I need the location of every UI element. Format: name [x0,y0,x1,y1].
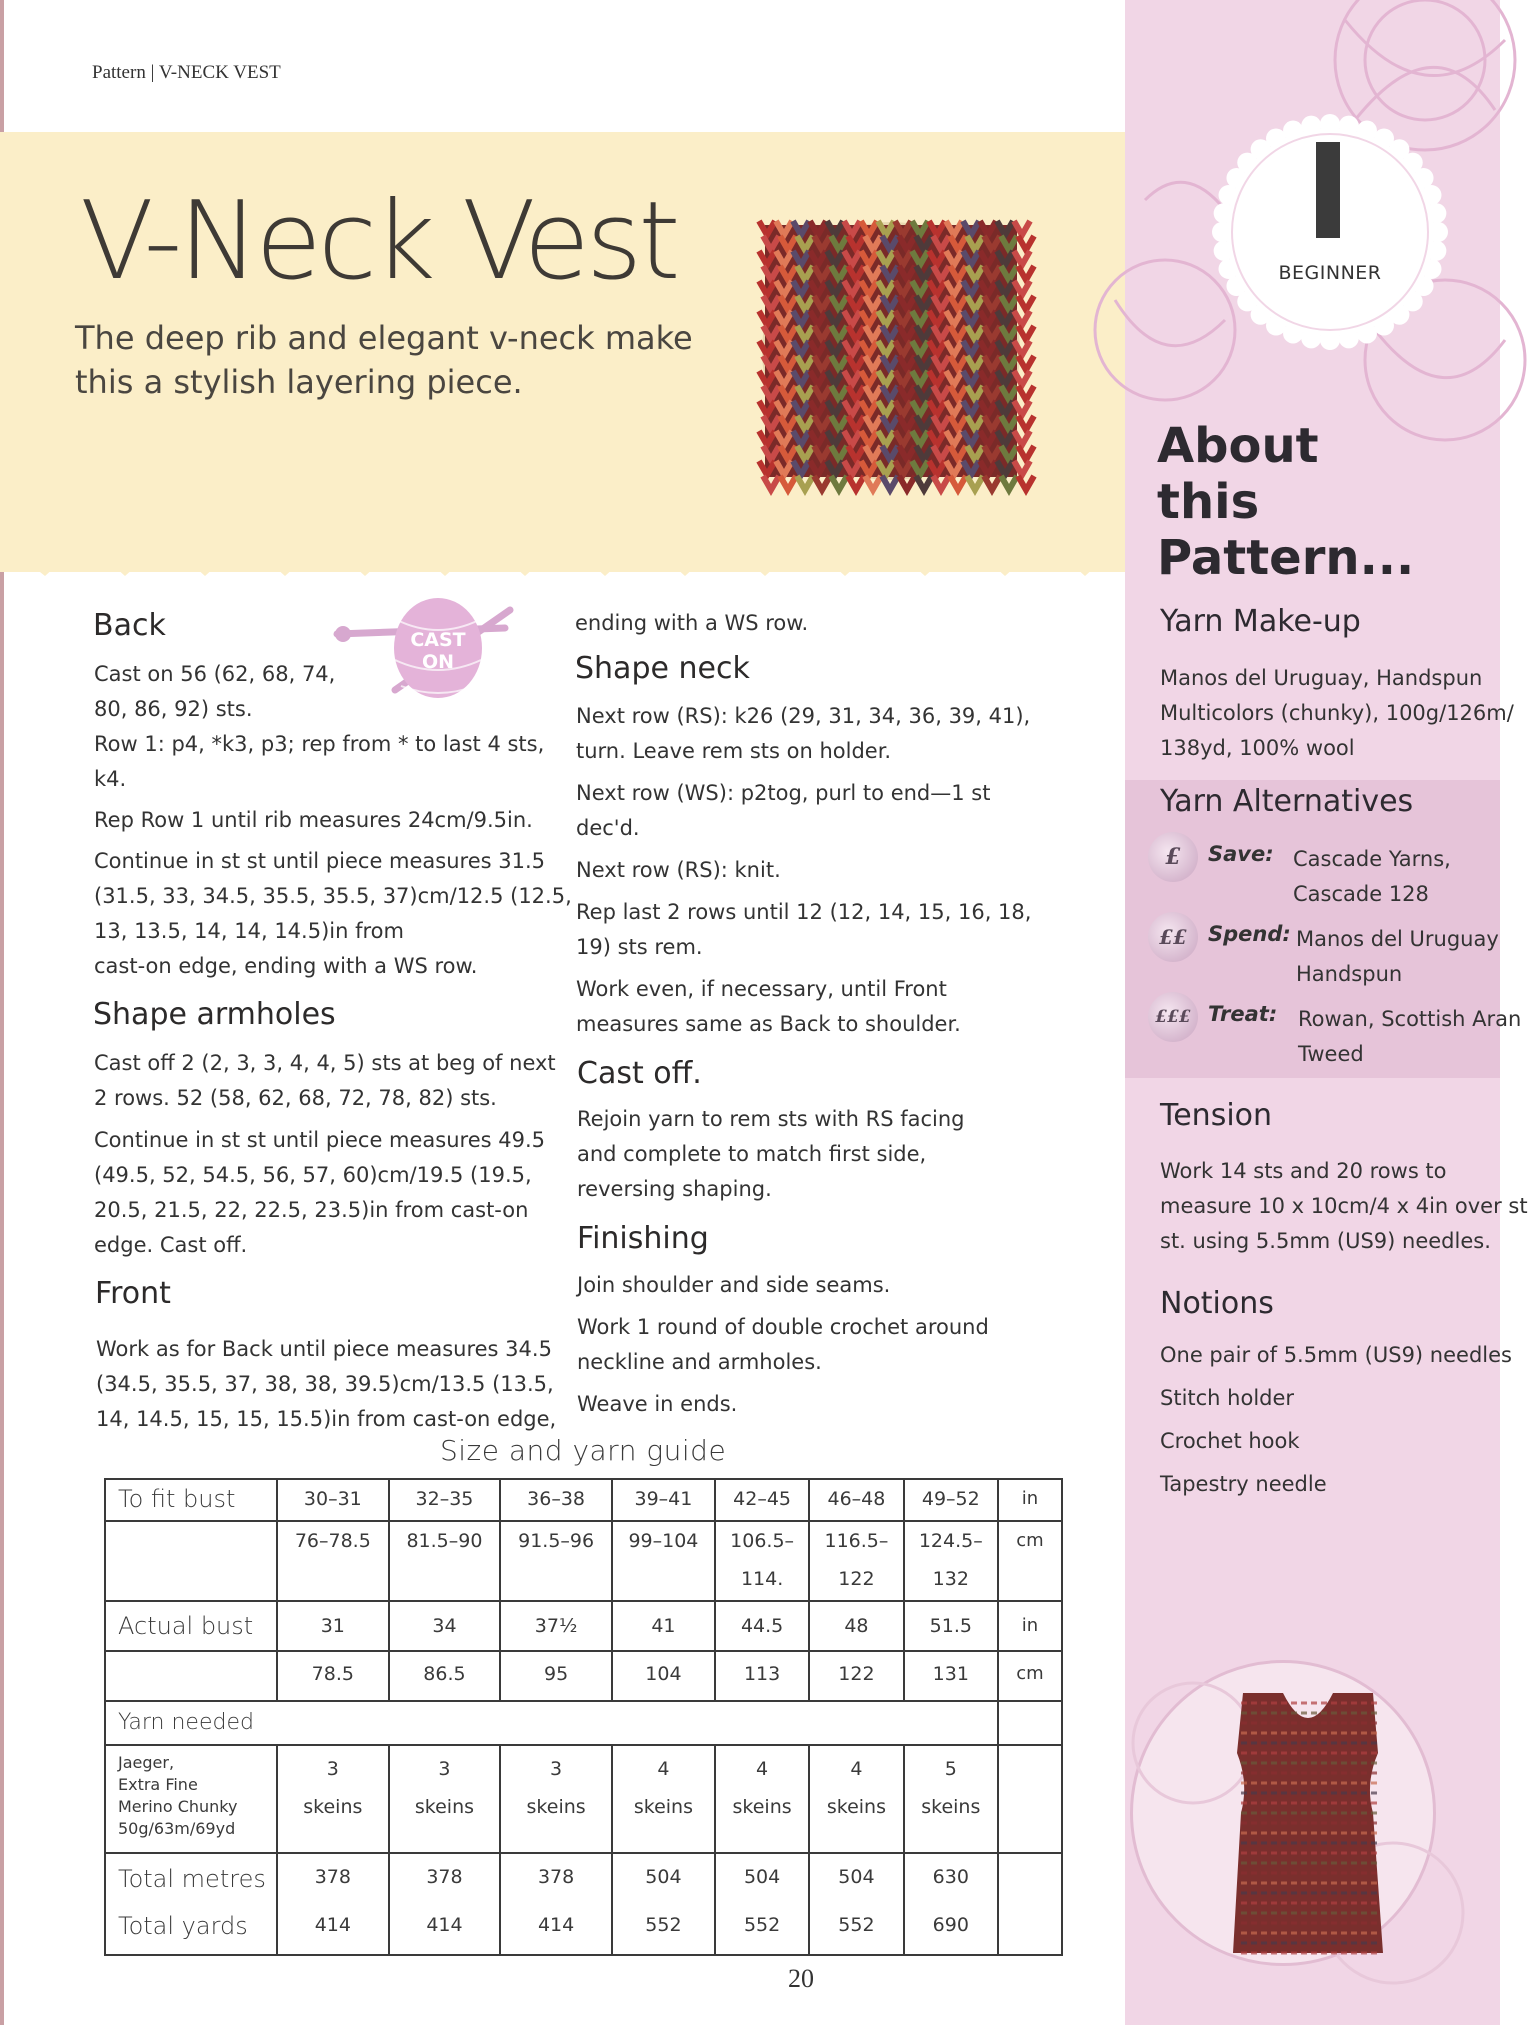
table-row [105,1521,1062,1601]
cell-line: 99–104 [628,1530,699,1552]
table-cell: 86.5 [389,1651,501,1701]
unit-cell: cm [998,1521,1062,1601]
cell-line: 4 [756,1758,769,1780]
table-cell: 44.5 [715,1601,809,1651]
table-cell: 48 [809,1601,903,1651]
text-line: Cascade 128 [1293,882,1429,906]
table-cell: 39–41 [612,1479,715,1521]
text-line: Work as for Back until piece measures 34.5 [96,1337,552,1361]
level-number: 1 [1330,362,1331,363]
text-line: Work even, if necessary, until Front [576,977,947,1001]
unit-cell: in [998,1479,1062,1521]
cell-line: 124.5– [918,1530,983,1552]
table-cell [389,1521,501,1601]
table-row [105,1853,1062,1904]
table-cell: 95 [500,1651,612,1701]
cell-line: 114. [740,1568,784,1590]
list-item: Crochet hook [1160,1429,1300,1453]
row-label: Total metres [105,1853,277,1904]
table-cell: 34 [389,1601,501,1651]
yarn-alternatives-heading: Yarn Alternatives [1160,784,1414,819]
text-line: Join shoulder and side seams. [577,1273,891,1297]
running-header [92,62,281,84]
table-row [105,1701,1062,1745]
text-line: 138yd, 100% wool [1160,736,1355,760]
finishing-heading: Finishing [577,1221,709,1256]
text-line: 14, 14.5, 15, 15, 15.5)in from cast-on edge, [96,1407,557,1431]
knit-swatch-photo [762,222,1020,480]
list-item: One pair of 5.5mm (US9) needles [1160,1343,1512,1367]
alternative-key: Spend: [1208,922,1291,946]
stamp-word-on: ON [421,651,455,673]
about-heading [1157,418,1500,586]
table-row [105,1601,1062,1651]
yarn-name-cell [105,1745,277,1853]
alternative-key: Save: [1208,842,1274,866]
text-line: Multicolors (chunky), 100g/126m/ [1160,701,1514,725]
unit-cell: in [998,1601,1062,1651]
text-line: (34.5, 35.5, 37, 38, 38, 39.5)cm/13.5 (13.5, [96,1372,554,1396]
shape-armholes-heading: Shape armholes [93,997,336,1032]
text-line: and complete to match first side, [577,1142,927,1166]
text-line: 2 rows. 52 (58, 62, 68, 72, 78, 82) sts. [94,1086,497,1110]
unit-cell [998,1701,1062,1745]
unit-cell: cm [998,1651,1062,1701]
cell-line: skeins [732,1796,792,1818]
table-cell: 630 [904,1853,998,1904]
table-cell [277,1521,389,1601]
table-cell [904,1745,998,1853]
stamp-word-cast: CAST [410,629,466,651]
table-cell [809,1521,903,1601]
text-line: Next row (WS): p2tog, purl to end—1 st [576,781,991,805]
text-line: Weave in ends. [577,1392,738,1416]
row-label: To fit bust [105,1479,277,1521]
table-cell [904,1521,998,1601]
table-cell: 414 [500,1904,612,1955]
text-line: Rejoin yarn to rem sts with RS facing [577,1107,965,1131]
cell-line: 91.5–96 [518,1530,595,1552]
table-cell [715,1521,809,1601]
page-number: 20 [788,1964,814,1993]
table-cell: 504 [612,1853,715,1904]
text-line: measure 10 x 10cm/4 x 4in over st [1160,1194,1528,1218]
text-line: 19) sts rem. [576,935,703,959]
cell-line: Jaeger, [118,1753,175,1772]
text-line: cast-on edge, ending with a WS row. [94,954,478,978]
double-pound-icon: ££ [1148,912,1198,962]
page-subtitle [75,316,695,404]
unit-cell [998,1745,1062,1853]
text-line: 80, 86, 92) sts. [94,697,253,721]
text-line: Continue in st st until piece measures 49.5 [94,1128,546,1152]
yarn-makeup-heading: Yarn Make-up [1160,604,1361,639]
cast-off-heading: Cast off. [577,1056,702,1091]
level-label: BEGINNER [1278,262,1382,284]
text-line: Handspun [1296,962,1403,986]
table-cell: 552 [612,1904,715,1955]
table-cell: 378 [277,1853,389,1904]
header-pattern-name: V-NECK VEST [158,62,281,83]
text-line: Rep Row 1 until rib measures 24cm/9.5in. [94,808,533,832]
table-cell: 49–52 [904,1479,998,1521]
text-line: (49.5, 52, 54.5, 56, 57, 60)cm/19.5 (19.5, [94,1163,532,1187]
cell-line: 4 [657,1758,670,1780]
unit-cell [998,1904,1062,1955]
table-cell: 552 [809,1904,903,1955]
cell-line: 3 [438,1758,451,1780]
cell-line: 116.5– [824,1530,889,1552]
cast-off-text [577,1102,965,1207]
table-cell: 36–38 [500,1479,612,1521]
vest-illustration [1133,1663,1433,1963]
table-cell: 78.5 [277,1651,389,1701]
neck-intro: ending with a WS row. [575,611,809,635]
text-line: Next row (RS): k26 (29, 31, 34, 36, 39, 41), [576,704,1031,728]
row-label [105,1521,277,1601]
subtitle-line: this a stylish layering piece. [75,363,523,401]
alternative-key: Treat: [1208,1002,1278,1026]
size-guide-caption: Size and yarn guide [440,1434,727,1467]
cell-line: skeins [921,1796,981,1818]
text-line: Work 14 sts and 20 rows to [1160,1159,1447,1183]
page-title: V-Neck Vest [80,179,677,304]
back-heading: Back [93,608,166,643]
table-cell: 30–31 [277,1479,389,1521]
cell-line: 122 [838,1568,875,1590]
table-cell: 122 [809,1651,903,1701]
table-row [105,1745,1062,1853]
cell-line: skeins [826,1796,886,1818]
table-cell: 552 [715,1904,809,1955]
header-separator: | [150,62,155,83]
text-line: Cast off 2 (2, 3, 3, 4, 4, 5) sts at beg of next [94,1051,556,1075]
list-item: Stitch holder [1160,1386,1295,1410]
text-line: 20.5, 21.5, 22, 22.5, 23.5)in from cast-on [94,1198,529,1222]
table-cell [809,1745,903,1853]
text-line: Manos del Uruguay, Handspun [1160,666,1483,690]
tension-text [1160,1154,1528,1259]
section-label: Yarn needed [105,1701,998,1745]
text-line: k4. [94,767,127,791]
notions-heading: Notions [1160,1286,1274,1321]
text-line: Cascade Yarns, [1293,847,1451,871]
table-cell [277,1745,389,1853]
banner-zigzag-edge [0,540,1125,600]
cell-line: 106.5– [730,1530,795,1552]
table-cell: 41 [612,1601,715,1651]
shape-armholes-text [94,1046,556,1263]
cell-line: skeins [303,1796,363,1818]
list-item: Tapestry needle [1160,1472,1327,1496]
row-label [105,1651,277,1701]
table-cell: 504 [715,1853,809,1904]
cell-line: 81.5–90 [406,1530,483,1552]
cell-line: skeins [526,1796,586,1818]
subtitle-line: The deep rib and elegant v-neck make [75,319,693,357]
table-cell: 113 [715,1651,809,1701]
header-section: Pattern [92,62,146,83]
alternative-value [1298,1002,1521,1072]
table-cell: 37½ [500,1601,612,1651]
alternative-value [1293,842,1451,912]
table-cell: 131 [904,1651,998,1701]
shape-neck-text [576,699,1031,1042]
cell-line: 3 [550,1758,563,1780]
table-cell [500,1745,612,1853]
back-text [94,657,572,984]
yarn-makeup-text [1160,661,1514,766]
text-line: Rep last 2 rows until 12 (12, 14, 15, 16, 18, [576,900,1032,924]
finishing-text [577,1268,989,1422]
table-cell: 414 [389,1904,501,1955]
row-label: Total yards [105,1904,277,1955]
table-cell: 504 [809,1853,903,1904]
alternative-value [1296,922,1499,992]
text-line: Tweed [1298,1042,1364,1066]
text-line: edge. Cast off. [94,1233,248,1257]
text-line: Work 1 round of double crochet around [577,1315,989,1339]
cell-line: 4 [850,1758,863,1780]
front-text [96,1332,556,1437]
front-heading: Front [95,1276,171,1311]
tension-heading: Tension [1160,1098,1273,1133]
about-line: this Pattern... [1157,474,1415,586]
level-number-bar [1316,142,1340,238]
table-cell: 46–48 [809,1479,903,1521]
table-cell [389,1745,501,1853]
text-line: st. using 5.5mm (US9) needles. [1160,1229,1491,1253]
table-row [105,1904,1062,1955]
table-cell [715,1745,809,1853]
text-line: Continue in st st until piece measures 31.5 [94,849,546,873]
table-cell [612,1521,715,1601]
row-label: Actual bust [105,1601,277,1651]
table-cell: 378 [389,1853,501,1904]
text-line: (31.5, 33, 34.5, 35.5, 35.5, 37)cm/12.5 (12.5, [94,884,572,908]
pound-icon: £ [1148,832,1198,882]
cell-line: skeins [414,1796,475,1818]
table-cell: 42–45 [715,1479,809,1521]
cell-line: Merino Chunky [118,1797,238,1816]
table-row [105,1651,1062,1701]
cell-line: 5 [944,1758,957,1780]
cell-line: 3 [326,1758,339,1780]
about-line: About [1157,418,1319,474]
text-line: Manos del Uruguay [1296,927,1499,951]
table-cell: 378 [500,1853,612,1904]
text-line: 13, 13.5, 14, 14, 14.5)in from [94,919,404,943]
shape-neck-heading: Shape neck [575,651,750,686]
text-line: Cast on 56 (62, 68, 74, [94,662,336,686]
text-line: turn. Leave rem sts on holder. [576,739,892,763]
text-line: measures same as Back to shoulder. [576,1012,961,1036]
table-cell: 31 [277,1601,389,1651]
cell-line: 50g/63m/69yd [118,1819,236,1838]
notions-list [1160,1334,1512,1506]
table-cell: 414 [277,1904,389,1955]
text-line: Rowan, Scottish Aran [1298,1007,1522,1031]
cell-line: skeins [633,1796,693,1818]
cell-line: 132 [932,1568,969,1590]
swatch-texture [765,225,1017,477]
table-cell: 51.5 [904,1601,998,1651]
cell-line: 76–78.5 [294,1530,371,1552]
table-cell: 32–35 [389,1479,501,1521]
unit-cell [998,1853,1062,1904]
text-line: Row 1: p4, *k3, p3; rep from * to last 4 sts, [94,732,545,756]
table-cell: 104 [612,1651,715,1701]
table-cell [500,1521,612,1601]
triple-pound-icon: £££ [1148,992,1198,1042]
text-line: dec'd. [576,816,640,840]
text-line: neckline and armholes. [577,1350,822,1374]
cell-line: Extra Fine [118,1775,198,1794]
size-yarn-table [104,1478,1063,1956]
level-badge [1210,112,1450,363]
text-line: reversing shaping. [577,1177,772,1201]
text-line: Next row (RS): knit. [576,858,781,882]
table-row [105,1479,1062,1521]
table-cell: 690 [904,1904,998,1955]
table-cell [612,1745,715,1853]
finished-vest-photo [1130,1660,1436,1966]
